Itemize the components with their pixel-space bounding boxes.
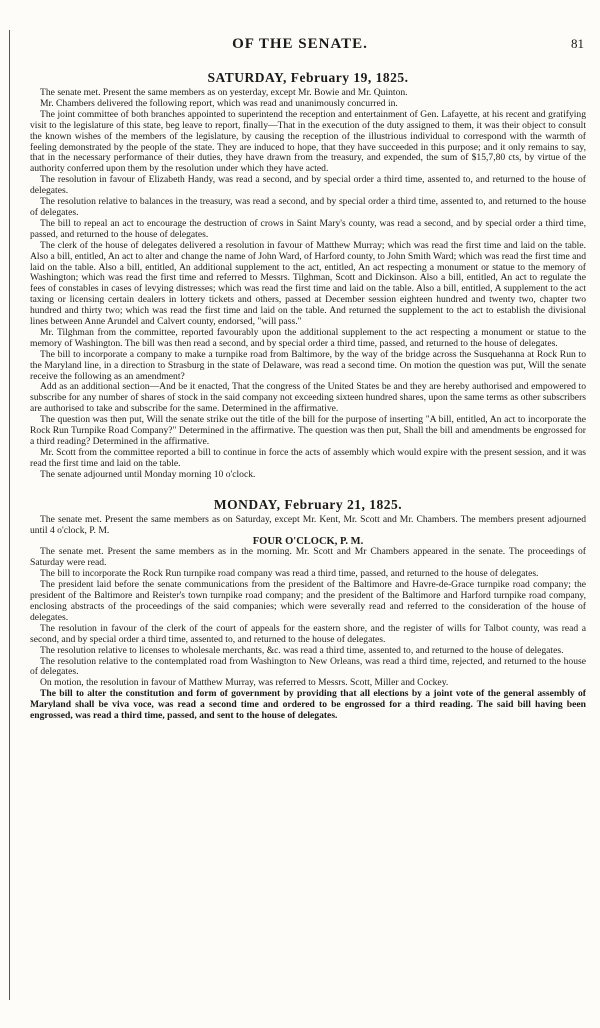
monday-para-after-4: The resolution relative to licenses to wholesale merchants, &c. was read a third time, assented to, and returned to the house of delegates.: [40, 644, 564, 656]
saturday-para-8: The bill to incorporate a company to make a turnpike road from Baltimore, by the way of the bridge across the Susquehanna at Rock Run to the Maryland line, in a direction to Strasburg in the state of Delaware, was read a second time. On motion the question was put, Will the senate receive the following as an amendment?: [30, 348, 586, 382]
monday-para-after-2: The president laid before the senate communications from the president of the Baltimore and Havre-de-Grace turnpike road company; the president of the Baltimore and Reister's town turnpike road company; and the president of the Baltimore and Harford turnpike road company, enclosing abstracts of the proceedings of the said companies; which were severally read and referred to the consideration of the house of delegates.: [30, 579, 586, 623]
page-header: [0, 36, 600, 58]
page-number: 81: [571, 36, 584, 51]
saturday-para-9: Add as an additional section—And be it enacted, That the congress of the United States be and they are hereby authorised and empowered to subscribe for any number of shares of stock in the said company not exceeding sixteen hundred shares, upon the same terms as other subscribers are authorised to take and subscribe for the same. Determined in the affirmative.: [30, 381, 586, 415]
monday-para-after-1: The bill to incorporate the Rock Run turnpike road company was read a third time, passed, and returned to the house of delegates.: [40, 568, 539, 580]
saturday-para-7: Mr. Tilghman from the committee, reported favourably upon the additional supplement to the act respecting a monument or statue to the memory of Washington. The bill was then read a second, and by special order a third time, passed, and returned to the house of delegates.: [30, 326, 586, 349]
saturday-para-6: The clerk of the house of delegates delivered a resolution in favour of Matthew Murray; which was read the first time and laid on the table. Also a bill, entitled, An act to alter and change the name of John Ward, of Harford county, to John Smith Ward; which was read the first time and laid on the table. Also a bill, entitled, An additional supplement to the act, entitled, An act respecting a monument or statue to the memory of Washington; which was read the first time and referred to Messrs. Tilghman, Scott and Dickinson. Also a bill, entitled, An act to regulate the fees of constables in cases of levying distresses; which was read the first time and laid on the table. Also a bill, entitled, A supplement to the act taxing or licensing certain dealers in lottery tickets and others, passed at December session eighteen hundred and twenty two, chapter two hundred and thirty two; which was read the first time and laid on the table. And returned the supplement to the act to establish the divisional lines between Anne Arundel and Calvert county, endorsed, "will pass.": [30, 239, 586, 328]
monday-heading: MONDAY, February 21, 1825.: [213, 496, 403, 512]
saturday-para-4: The resolution relative to balances in the treasury, was read a second, and by special order a third time, assented to, and returned to the house of delegates.: [30, 196, 586, 218]
section-gap: [30, 481, 586, 497]
saturday-para-0: The senate met. Present the same members as on yesterday, except Mr. Bowie and Mr. Quinton.: [40, 87, 408, 98]
margin-rule: [9, 30, 10, 1000]
page-content: [30, 70, 586, 722]
monday-para-after-5: The resolution relative to the contemplated road from Washington to New Orleans, was read a third time, rejected, and returned to the house of delegates.: [30, 655, 586, 678]
saturday-para-1: Mr. Chambers delivered the following report, which was read and unanimously concurred in.: [40, 97, 398, 109]
running-title: OF THE SENATE.: [232, 36, 368, 52]
saturday-heading: SATURDAY, February 19, 1825.: [207, 70, 409, 85]
monday-subheading: FOUR O'CLOCK, P. M.: [252, 536, 364, 548]
monday-section: [30, 497, 586, 722]
saturday-para-11: Mr. Scott from the committee reported a bill to continue in force the acts of assembly which would expire with the present session, and it was read the first time and laid on the table.: [30, 446, 586, 469]
monday-para-after-3: The resolution in favour of the clerk of the court of appeals for the eastern shore, and the register of wills for Talbot county, was read a second, and by special order a third time, assented to, and returned to the house of delegates.: [30, 622, 586, 645]
monday-para-after-0: The senate met. Present the same members as in the morning. Mr. Scott and Mr Chambers appeared in the senate. The proceedings of Saturday were read.: [30, 546, 586, 569]
saturday-para-12: The senate adjourned until Monday morning 10 o'clock.: [40, 468, 256, 480]
saturday-para-10: The question was then put, Will the senate strike out the title of the bill for the purpose of inserting "A bill, entitled, An act to incorporate the Rock Run Turnpike Road Company?" Determined in the affirmative. The question was then put, Shall the bill and amendments be engrossed for a third reading? Determined in the affirmative.: [30, 414, 586, 447]
monday-para-after-7: The bill to alter the constitution and form of government by providing that all elections by a joint vote of the general assembly of Maryland shall be viva voce, was read a second time and ordered to be engrossed for a third reading. The said bill having been engrossed, was read a third time, passed, and sent to the house of delegates.: [30, 688, 586, 722]
saturday-para-5: The bill to repeal an act to encourage the destruction of crows in Saint Mary's county, was read a second, and by special order a third time, passed, and returned to the house of delegates.: [30, 217, 586, 240]
monday-para-after-6: On motion, the resolution in favour of Matthew Murray, was referred to Messrs. Scott, Miller and Cockey.: [40, 677, 449, 689]
saturday-para-3: The resolution in favour of Elizabeth Handy, was read a second, and by special order a third time, assented to, and returned to the house of delegates.: [30, 174, 586, 197]
monday-para-before-0: The senate met. Present the same members as on Saturday, except Mr. Kent, Mr. Scott and Mr. Chambers. The members present adjourned until 4 o'clock, P. M.: [30, 513, 586, 536]
saturday-para-2: The joint committee of both branches appointed to superintend the reception and entertainment of Gen. Lafayette, at his recent and gratifying visit to the legislature of this state, beg leave to report, finally—That in the execution of the duty assigned to them, it was their object to consult the known wishes of the members of the legislature, by causing the reception of the illustrious individual to correspond with the warmth of feeling demonstrated by the people of the state. They are induced to hope, that they have succeeded in this purpose; and it only remains to say, that in the necessary performance of their duties, they have drawn from the treasury, and expended, the sum of $15,7,80 cts, by virtue of the authority conferred upon them by the resolution under which they have acted.: [30, 108, 586, 175]
saturday-section: [30, 70, 586, 481]
